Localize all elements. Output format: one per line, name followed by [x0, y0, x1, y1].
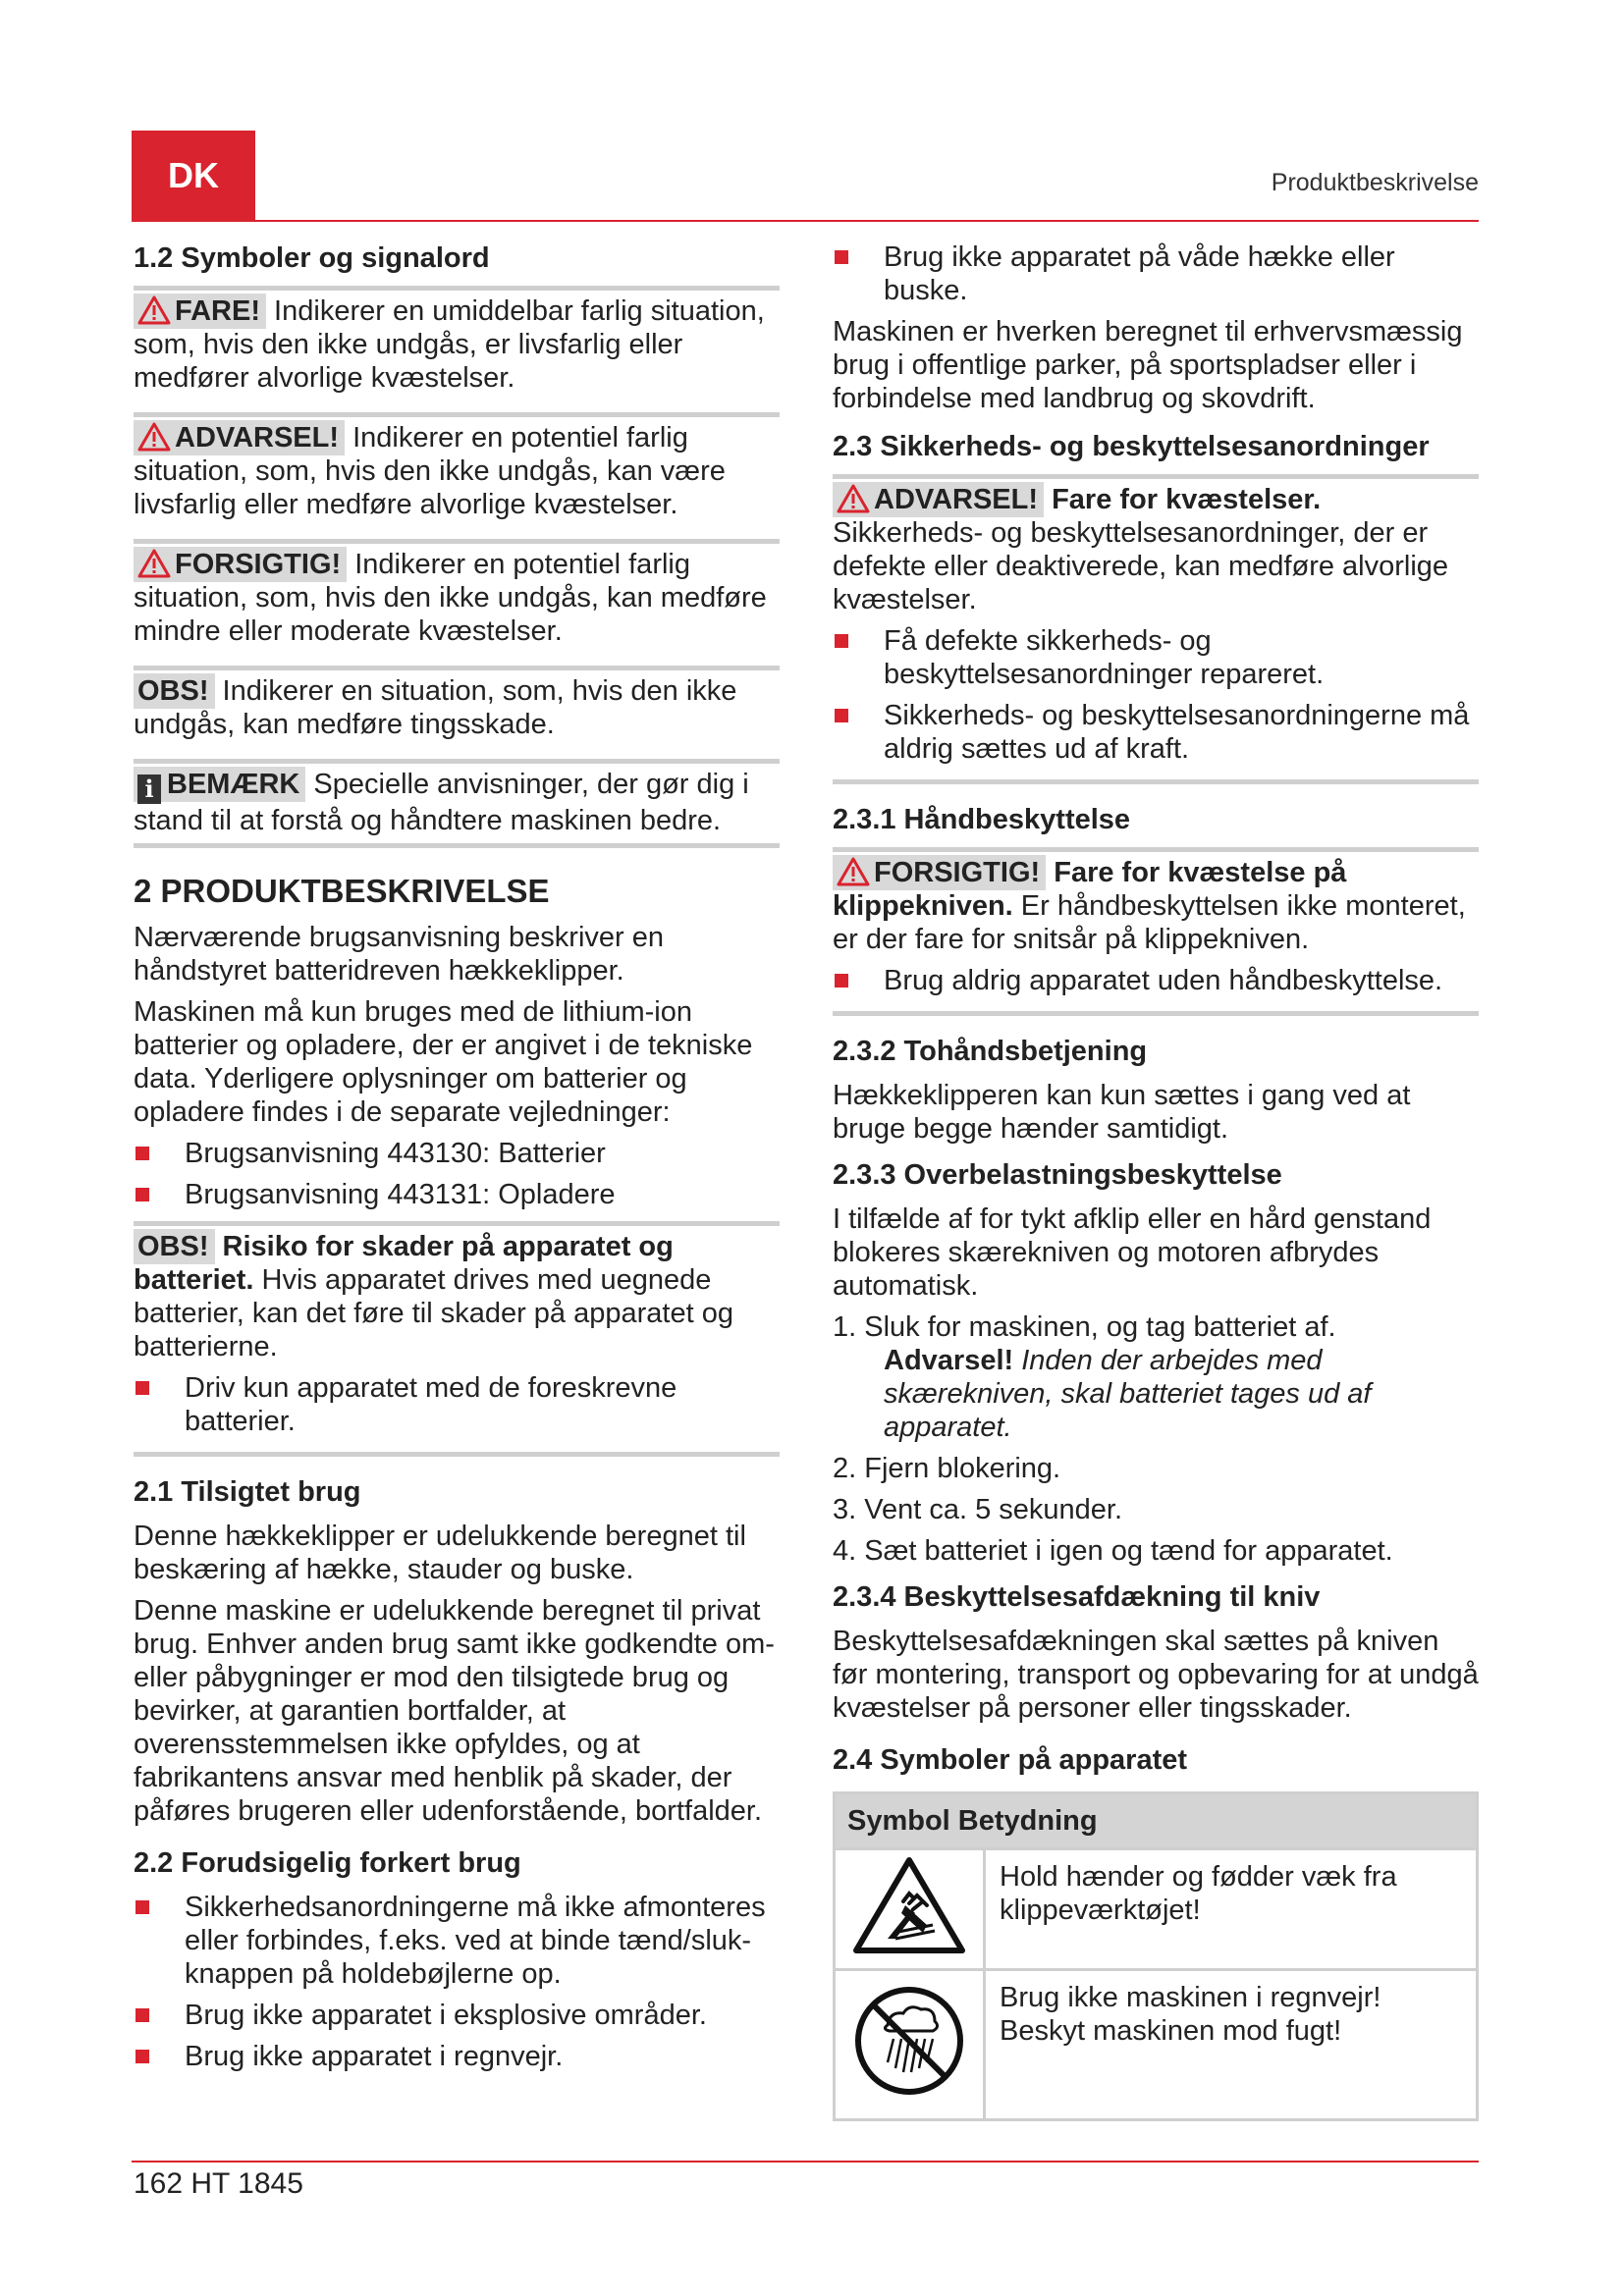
section-2-1-paragraph-2: Denne maskine er udelukkende beregnet til privat brug. Enhver anden brug samt ikke godkendte om- eller påbygninger er mod den tilsigtede brug og bevirker, at garantien bortfalder, at overensstemmelsen ikke opfyldes, og at fabrikantens ansvar med henblik på skader, der påføres brugeren eller udenforstående, bortfalder.	[134, 1595, 775, 1827]
notice-advarsel-safety: ADVARSEL! Fare for kvæstelser. Sikkerheds- og beskyttelsesanordninger, der er defekte eller deaktiverede, kan medføre alvorlige kvæstelser. Få defekte sikkerheds- og beskyttelsesanordninger repareret. Sikkerheds- og beskyttelsesanordningerne må aldrig sættes ud af kraft.	[833, 474, 1479, 784]
table-header-row	[835, 1793, 1478, 1849]
table-row	[835, 1970, 1478, 2120]
warning-triangle-icon	[837, 857, 870, 886]
warning-triangle-icon	[137, 295, 171, 325]
info-icon: i	[137, 774, 161, 804]
advarsel-tag: ADVARSEL!	[833, 482, 1044, 517]
table-cell-text: Hold hænder og fødder væk fra klippeværktøjet!	[985, 1849, 1478, 1970]
section-2-3-title: 2.3 Sikkerheds- og beskyttelsesanordninger	[833, 431, 1430, 462]
continued-paragraph: Maskinen er hverken beregnet til erhvervsmæssig brug i offentlige parker, på sportspladser eller i forbindelse med landbrug og skovdrift.	[833, 316, 1463, 414]
list-item: 4. Sæt batteriet i igen og tænd for apparatet.	[833, 1535, 1393, 1567]
list-item: Sikkerhedsanordningerne må ikke afmonteres eller forbindes, f.eks. ved at binde tænd/sluk-knappen på holdebøjlerne op.	[134, 1891, 780, 1991]
list-item: Sikkerheds- og beskyttelsesanordningerne må aldrig sættes ud af kraft.	[833, 699, 1479, 766]
bemaerk-tag: i BEMÆRK	[134, 767, 305, 802]
header-rule	[132, 220, 1479, 222]
steps-list	[833, 1310, 1479, 1568]
fare-tag: FARE!	[134, 294, 266, 329]
section-2-3-3-paragraph: I tilfælde af for tykt afklip eller en hård genstand blokeres skærekniven og motoren afbrydes automatisk.	[833, 1203, 1432, 1302]
section-2-3-3-title: 2.3.3 Overbelastningsbeskyttelse	[833, 1159, 1282, 1191]
running-header: Produktbeskrivelse	[1271, 169, 1479, 196]
list-item: Brug aldrig apparatet uden håndbeskyttelse.	[833, 964, 1479, 997]
list-item: 1. Sluk for maskinen, og tag batteriet af. Advarsel! Inden der arbejdes med skærekniven, skal batteriet tages ud af apparatet.	[833, 1310, 1479, 1444]
section-2-2-title: 2.2 Forudsigelig forkert brug	[134, 1847, 521, 1879]
advarsel-tag: ADVARSEL!	[134, 420, 345, 455]
notice-forsigtig-hand: FORSIGTIG! Fare for kvæstelse på klippekniven. Er håndbeskyttelsen ikke monteret, er der fare for snitsår på klippekniven. Brug aldrig apparatet uden håndbeskyttelse.	[833, 847, 1479, 1016]
manuals-list	[134, 1137, 780, 1211]
notice-advarsel: ADVARSEL! Indikerer en potentiel farlig situation, som, hvis den ikke undgås, kan være livsfarlig eller medføre alvorlige kvæstelser.	[134, 412, 780, 521]
section-1-2-title: 1.2 Symboler og signalord	[134, 242, 490, 274]
section-2-4-title: 2.4 Symboler på apparatet	[833, 1744, 1188, 1776]
forsigtig-tag: FORSIGTIG!	[833, 855, 1046, 890]
table-header: Symbol Betydning	[835, 1793, 1478, 1849]
page-footer: 162 HT 1845	[134, 2167, 303, 2200]
list-item: Brug ikke apparatet i eksplosive områder.	[134, 1999, 780, 2032]
section-2-title: 2 PRODUKTBESKRIVELSE	[134, 873, 550, 909]
no-rain-icon	[850, 1982, 968, 2100]
section-2-3-4-title: 2.3.4 Beskyttelsesafdækning til kniv	[833, 1581, 1321, 1613]
language-badge	[132, 131, 255, 221]
obs-tag: OBS!	[134, 1229, 215, 1264]
language-code: DK	[168, 155, 219, 195]
warning-triangle-icon	[837, 484, 870, 513]
section-2-paragraph-1: Nærværende brugsanvisning beskriver en håndstyret batteridreven hækkeklipper.	[134, 922, 664, 987]
footer-rule	[132, 2161, 1479, 2163]
warning-triangle-icon	[137, 422, 171, 452]
left-column	[134, 240, 780, 2081]
notice-obs: OBS! Indikerer en situation, som, hvis den ikke undgås, kan medføre tingsskade.	[134, 666, 780, 741]
notice-obs-battery: OBS! Risiko for skader på apparatet og batteriet. Hvis apparatet drives med uegnede batterier, kan det føre til skader på apparatet og batterierne. Driv kun apparatet med de foreskrevne batterier.	[134, 1221, 780, 1457]
notice-bemaerk: i BEMÆRK Specielle anvisninger, der gør dig i stand til at forstå og håndtere maskinen bedre.	[134, 759, 780, 848]
section-2-3-2-paragraph: Hækkeklipperen kan kun sættes i gang ved at bruge begge hænder samtidigt.	[833, 1080, 1411, 1145]
section-2-3-4-paragraph: Beskyttelsesafdækningen skal sættes på kniven før montering, transport og opbevaring for at undgå kvæstelser på personer eller tingsskader.	[833, 1626, 1479, 1724]
notice-fare: FARE! Indikerer en umiddelbar farlig situation, som, hvis den ikke undgås, er livsfarlig eller medfører alvorlige kvæstelser.	[134, 286, 780, 395]
obs-tag: OBS!	[134, 673, 215, 709]
list-item: Brugsanvisning 443130: Batterier	[134, 1137, 780, 1170]
notice-forsigtig: FORSIGTIG! Indikerer en potentiel farlig situation, som, hvis den ikke undgås, kan medføre mindre eller moderate kvæstelser.	[134, 539, 780, 648]
list-item: 3. Vent ca. 5 sekunder.	[833, 1494, 1123, 1525]
symbols-table	[833, 1791, 1479, 2121]
right-column	[833, 240, 1479, 2121]
section-2-3-1-title: 2.3.1 Håndbeskyttelse	[833, 804, 1131, 835]
section-2-paragraph-2: Maskinen må kun bruges med de lithium-ion batterier og opladere, der er angivet i de tekniske data. Yderligere oplysninger om batterier og opladere findes i de separate vejledninger:	[134, 996, 753, 1128]
list-item: Få defekte sikkerheds- og beskyttelsesanordninger repareret.	[833, 624, 1479, 691]
section-2-3-2-title: 2.3.2 Tohåndsbetjening	[833, 1036, 1148, 1067]
table-cell-text: Brug ikke maskinen i regnvejr! Beskyt maskinen mod fugt!	[985, 1970, 1478, 2120]
section-2-1-title: 2.1 Tilsigtet brug	[134, 1476, 361, 1508]
list-item: Driv kun apparatet med de foreskrevne batterier.	[134, 1371, 780, 1438]
list-item: Brug ikke apparatet på våde hække eller buske.	[833, 240, 1479, 307]
warning-triangle-icon	[137, 549, 171, 578]
list-item: Brugsanvisning 443131: Opladere	[134, 1178, 780, 1211]
table-row	[835, 1849, 1478, 1970]
list-item: 2. Fjern blokering.	[833, 1453, 1061, 1484]
hand-cut-warning-icon	[850, 1854, 968, 1956]
forsigtig-tag: FORSIGTIG!	[134, 547, 347, 582]
step-warning: Advarsel! Inden der arbejdes med skærekniven, skal batteriet tages ud af apparatet.	[884, 1345, 1372, 1443]
misuse-list	[134, 1891, 780, 2073]
section-2-1-paragraph-1: Denne hækkeklipper er udelukkende beregnet til beskæring af hække, stauder og buske.	[134, 1521, 746, 1585]
list-item: Brug ikke apparatet i regnvejr.	[134, 2040, 780, 2073]
